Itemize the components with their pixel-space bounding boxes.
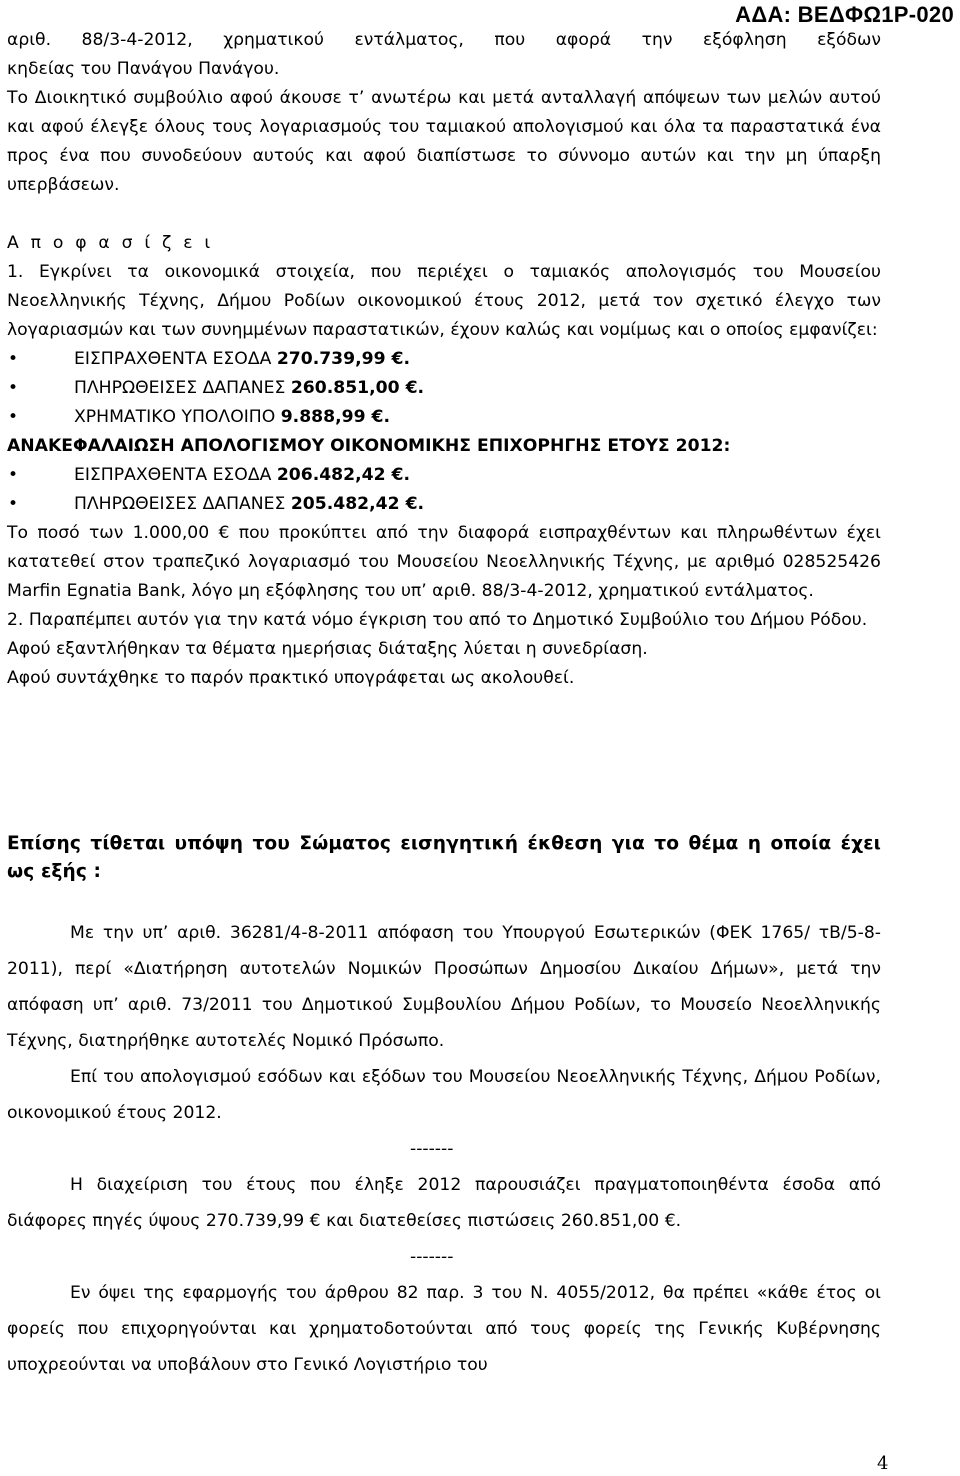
text-line: κηδείας του Πανάγου Πανάγου. — [7, 59, 280, 79]
report-paragraph: Επί του απολογισμού εσόδων και εξόδων του Μουσείου Νεοελληνικής Τέχνης, Δήμου Ροδίων, οικονομικού έτους 2012. — [7, 1067, 881, 1123]
decision-item-1: 1. Εγκρίνει τα οικονομικά στοιχεία, που περιέχει ο ταμιακός απολογισμός του Μουσείου Νεοελληνικής Τέχνης, Δήμου Ροδίων οικονομικού έτους 2012, μετά τον σχετικό έλεγχο των λογαριασμών και των συνημμένων παραστατικών, έχουν καλώς και νομίμως και ο οποίος εμφανίζει: — [7, 262, 881, 340]
euro-sign: €. — [405, 378, 425, 398]
page-number: 4 — [877, 1453, 889, 1474]
bullet-label: ΕΙΣΠΡΑΧΘΕΝΤΑ ΕΣΟΔΑ — [74, 465, 277, 485]
bullet-amount: 270.739,99 — [276, 349, 392, 369]
list-item — [7, 374, 881, 403]
bullet-label: ΠΛΗΡΩΘΕΙΣΕΣ ΔΑΠΑΝΕΣ — [74, 494, 291, 514]
closing-line: Αφού συντάχθηκε το παρόν πρακτικό υπογράφεται ως ακολουθεί. — [7, 668, 575, 688]
list-item — [7, 345, 881, 374]
list-item — [7, 490, 881, 519]
bullet-label: ΕΙΣΠΡΑΧΘΕΝΤΑ ΕΣΟΔΑ — [74, 349, 277, 369]
bullet-amount: 9.888,99 — [280, 407, 372, 427]
bullet-label: ΧΡΗΜΑΤΙΚΟ ΥΠΟΛΟΙΠΟ — [74, 407, 281, 427]
decision-item-2: 2. Παραπέμπει αυτόν για την κατά νόμο έγκριση του από το Δημοτικό Συμβούλιο του Δήμου Ρόδου. — [7, 610, 868, 630]
report-paragraph: Η διαχείριση του έτους που έληξε 2012 παρουσιάζει πραγματοποιηθέντα έσοδα από διάφορες πηγές ύψους 270.739,99 € και διατεθείσες πιστώσεις 260.851,00 €. — [7, 1175, 881, 1231]
bullet-amount: 260.851,00 — [290, 378, 406, 398]
bullet-amount: 205.482,42 — [290, 494, 406, 514]
list-item — [7, 403, 881, 432]
euro-sign: €. — [405, 494, 425, 514]
spacer — [7, 886, 881, 915]
report-paragraph: Με την υπ’ αριθ. 36281/4-8-2011 απόφαση του Υπουργού Εσωτερικών (ΦΕΚ 1765/ τΒ/5-8-2011), περί «Διατήρηση αυτοτελών Νομικών Προσώπων Δημοσίου Δικαίου Δήμων», μετά την απόφαση υπ’ αριθ. 73/2011 του Δημοτικού Συμβουλίου Δήμου Ροδίων, το Μουσείο Νεοελληνικής Τέχνης, διατηρήθηκε αυτοτελές Νομικό Πρόσωπο. — [7, 923, 881, 1051]
board-paragraph: Το Διοικητικό συμβούλιο αφού άκουσε τ’ ανωτέρω και μετά ανταλλαγή απόψεων των μελών αυτού και αφού έλεγξε όλους τους λογαριασμούς του ταμιακού απολογισμού και όλα τα παραστατικά ένα προς ένα που συνοδεύουν αυτούς και αφού διαπίστωσε το σύννομο αυτών και την μη ύπαρξη υπερβάσεων. — [7, 88, 881, 195]
closing-line: Αφού εξαντλήθηκαν τα θέματα ημερήσιας διάταξης λύεται η συνεδρίαση. — [7, 639, 648, 659]
bullet-amount: 206.482,42 — [276, 465, 392, 485]
divider: ------- — [410, 1139, 454, 1159]
euro-sign: €. — [391, 465, 411, 485]
euro-sign: €. — [371, 407, 391, 427]
report-heading: Επίσης τίθεται υπόψη του Σώματος εισηγητική έκθεση για το θέμα η οποία έχει ως εξής : — [7, 833, 881, 882]
minutes-section — [7, 26, 881, 693]
divider: ------- — [410, 1247, 454, 1267]
ada-code: ΑΔΑ: ΒΕΔΦΩ1Ρ-020 — [735, 2, 954, 27]
decides-heading: Α π ο φ α σ ί ζ ε ι — [7, 233, 214, 253]
report-paragraph: Εν όψει της εφαρμογής του άρθρου 82 παρ. 3 του Ν. 4055/2012, θα πρέπει «κάθε έτος οι φορείς που επιχορηγούνται και χρηματοδοτούνται από τους φορείς της Γενικής Κυβέρνησης υποχρεούνται να υποβάλουν στο Γενικό Λογιστήριο του — [7, 1283, 881, 1375]
report-section — [7, 830, 881, 1383]
list-item — [7, 461, 881, 490]
bullet-label: ΠΛΗΡΩΘΕΙΣΕΣ ΔΑΠΑΝΕΣ — [74, 378, 291, 398]
text-line: αριθ. 88/3-4-2012, χρηματικού εντάλματος, που αφορά την εξόφληση εξόδων — [7, 30, 881, 50]
difference-paragraph: Το ποσό των 1.000,00 € που προκύπτει από την διαφορά εισπραχθέντων και πληρωθέντων έχει κατατεθεί στον τραπεζικό λογαριασμό του Μουσείου Νεοελληνικής Τέχνης, με αριθμό 028525426 Marfin Egnatia Bank, λόγο μη εξόφλησης του υπ’ αριθ. 88/3-4-2012, χρηματικού εντάλματος. — [7, 523, 881, 601]
summary-heading: ΑΝΑΚΕΦΑΛΑΙΩΣΗ ΑΠΟΛΟΓΙΣΜΟΥ ΟΙΚΟΝΟΜΙΚΗΣ ΕΠΙΧΟΡΗΓΗΣ ΕΤΟΥΣ 2012: — [7, 436, 731, 456]
euro-sign: €. — [391, 349, 411, 369]
